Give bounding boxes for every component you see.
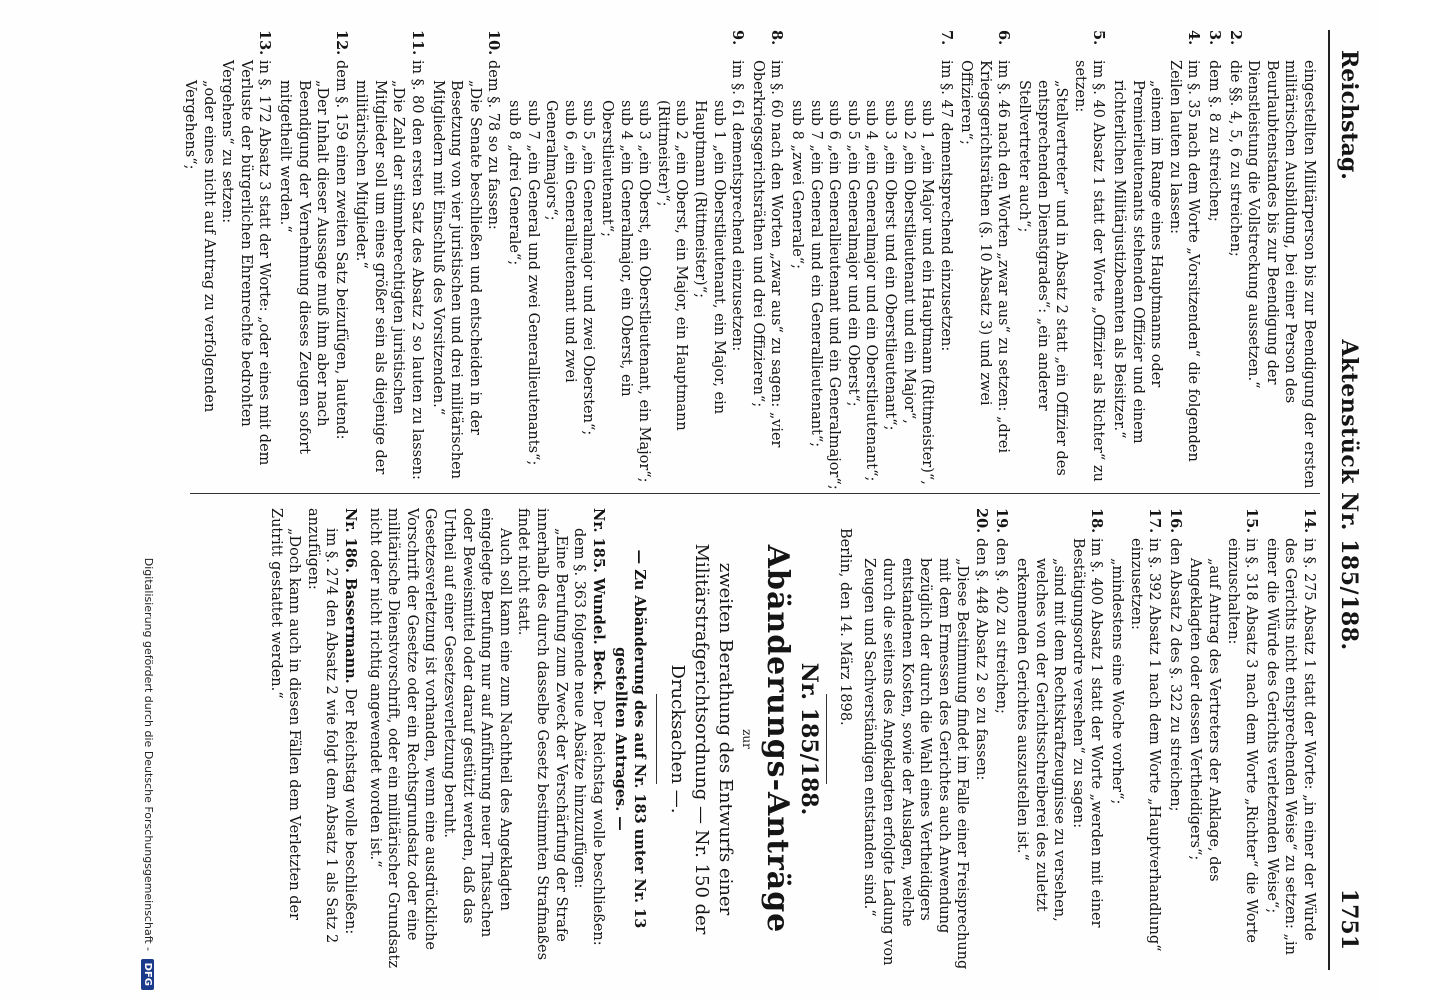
item-quote: „oder eines nicht auf Antrag zu verfolgenden Vergehens“; <box>181 80 217 413</box>
section-subtitle: zweiten Berathung des Entwurfs einer Militärstrafgerichtsordnung — Nr. 150 der Drucksachen —. <box>666 543 736 935</box>
section-zur: zur <box>739 729 754 749</box>
item-number: 17. <box>1146 508 1164 534</box>
sub-item: sub 1 „ein Oberstlieutenant, ein Major, ein Hauptmann (Rittmeister)“; <box>692 100 727 415</box>
item-quote: „einem im Range eines Hauptmanns oder Premierlieutenants stehenden Offizier und einem richterlichen Militärjustizbeamten als Beisitzer.“ <box>1111 80 1165 444</box>
item-text: im §. 60 nach den Worten „zwar aus“ zu sagen: „vier Oberkriegsgerichtsräthen und drei Offizieren“; <box>749 60 785 448</box>
item-number: 6. <box>995 30 1013 46</box>
page-header <box>1328 30 1372 970</box>
item-quote: „sind mit dem Rechtskraftzeugnisse zu versehen, welches von der Gerichtsschreiberei des zuletzt erkennenden Gerichtes auszustellen ist.“ <box>1014 558 1068 922</box>
digitization-text: Digitalisierung gefördert durch die Deutsche Forschungsgemeinschaft - <box>142 557 155 952</box>
item-quote: „Stellvertreter“ und in Absatz 2 statt „ein Offizier des entsprechenden Dienstgrades“: „ein anderer Stellvertreter auch“; <box>1016 80 1070 476</box>
item-text: in §. 172 Absatz 3 statt der Worte: „oder eines mit dem Verluste der bürgerlichen Ehrenrechte bedrohten Vergehens“ zu setzen: <box>219 60 273 466</box>
motion-185-intro: dem §. 363 folgende neue Absätze hinzuzufügen: <box>571 528 588 889</box>
list-item <box>1204 30 1223 492</box>
sub-item: sub 7 „ein General und zwei Generallieutenants“; <box>524 100 541 466</box>
sub-item: sub 3 „ein Oberst, ein Oberstlieutenant, ein Major“; <box>636 100 653 483</box>
list-item <box>275 30 349 492</box>
item-number: 10. <box>485 30 503 56</box>
motion-186-quote: „Doch kann auch in diesen Fällen dem Verletzten der Zutritt gestattet werden.“ <box>267 508 303 920</box>
list-item <box>1013 508 1106 970</box>
section-number: Nr. 185/188. <box>796 662 823 816</box>
sub-item: sub 8 „zwei Generale“; <box>788 100 805 270</box>
page-number: 1751 <box>1336 888 1362 950</box>
item-text: dem §. 159 einen zweiten Satz beizufügen, lautend: <box>332 60 349 440</box>
column-divider <box>190 493 1320 494</box>
item-number: 5. <box>1090 30 1108 46</box>
motion-186-intro: im §. 274 den Absatz 2 wie folgt dem Absatz 1 als Satz 2 anzufügen: <box>304 508 340 944</box>
item-number: 8. <box>768 30 786 46</box>
motion-185-quote-2: Auch soll kann eine zum Nachtheil des Angeklagten eingelegte Berufung nur auf Anführung neuer Thatsachen oder Beweismittel oder darauf gestützt werden, daß das Urtheil auf einer Gesetzesverletzung beruht. Gesetzesverletzung ist vorhanden, wenn eine ausdrückliche Vorschrift der Gesetze oder ein Rechtsgrundsatz oder eine militärische Dienstvorschrift, oder ein militärischer Grundsatz nicht oder nicht richtig angewendet worden ist.“ <box>366 508 513 969</box>
left-column <box>178 30 1318 492</box>
motion-186 <box>340 508 359 970</box>
section-title: Abänderungs-Anträge <box>759 544 795 934</box>
item-text: in §. 80 den ersten Satz des Absatz 2 so lauten zu lassen: <box>409 60 426 480</box>
item-number: 11. <box>409 30 427 56</box>
item-text: in §. 318 Absatz 3 nach dem Worte „Richter“ die Worte einzuschalten: <box>1224 538 1260 943</box>
item-text: im §. 47 dementsprechend einzusetzen: <box>937 60 954 352</box>
digitization-note <box>141 0 155 1000</box>
item-number: 18. <box>1088 508 1106 534</box>
item-text: im §. 35 nach dem Worte „Vorsitzenden“ die folgenden Zeilen lauten zu lassen: <box>1166 60 1202 462</box>
intro-paragraph: eingestellten Militärperson bis zur Beendigung der ersten militärischen Ausbildung, bei einer Person des Beurlaubtenstandes bis zur Beendigung der Dienstleistung die Vollstreckung aussetzen.“ <box>1245 60 1317 489</box>
sub-item: sub 8 „drei Generale“; <box>506 100 523 266</box>
item-quote: „Diese Bestimmung findet im Falle einer Freisprechung mit dem Ermessen des Gerichtes auch Anwendung bezüglich der durch die Wahl eines Vertheidigers entstandenen Kosten, sowie der Auslagen, welche durch die seitens des Angeklagten erfolgte Ladung von Zeugen und Sachverständigen entstanden sind.“ <box>861 558 971 970</box>
sub-item: sub 2 „ein Oberstlieutenant und ein Major“, <box>900 100 917 424</box>
motion-186-head: Nr. 186. Bassermann. <box>342 508 360 684</box>
list-item <box>787 30 954 492</box>
item-quote: „mindestens eine Woche vorher“; <box>1109 558 1126 805</box>
item-text: den Absatz 2 des §. 322 zu streichen; <box>1166 538 1183 812</box>
list-item <box>352 30 426 492</box>
list-item <box>748 30 785 492</box>
item-number: 2. <box>1226 30 1244 46</box>
item-quote: „Der Inhalt dieser Aussage muß ihm aber nach Beendigung der Vernehmung dieses Zeugen sofort mitgetheilt werden.“ <box>276 80 331 454</box>
list-item <box>1015 30 1108 492</box>
list-item <box>992 508 1011 970</box>
item-text: dem §. 8 zu streichen; <box>1206 60 1223 222</box>
motion-186-text: Der Reichstag wolle beschließen: <box>342 688 359 935</box>
header-title: Aktenstück Nr. 185/188. <box>1336 339 1362 651</box>
item-text: in §. 275 Absatz 1 statt der Worte: „in einer der Würde des Gerichts nicht entsprechenden Weise“ zu setzen: „in einer die Würde des Gerichts verletzenden Weise“; <box>1263 538 1317 955</box>
list-item <box>1109 30 1202 492</box>
item-number: 9. <box>729 30 747 46</box>
sub-item: sub 3 „ein Oberst und ein Oberstlieutenant“; <box>881 100 898 431</box>
item-quote: „auf Antrag des Vertreters der Anklage, des Angeklagten oder dessen Vertheidigers“; <box>1187 558 1223 882</box>
item-text: im §. 46 nach den Worten „zwar aus“ zu setzen: „drei Kriegsgerichtsräthen (§. 10 Absatz 3) und zwei Offizieren“; <box>958 60 1012 453</box>
section-rule <box>656 694 657 784</box>
item-number: 3. <box>1206 30 1224 46</box>
item-quote: „Die Senate beschließen und entscheiden in der Besetzung von vier juristischen und drei militärischen Mitgliedern mit Einschluß des Vorsitzenden.“ <box>429 80 483 479</box>
list-item <box>428 30 502 492</box>
sub-item: sub 7 „ein General und ein Generallieutenant“; <box>807 100 824 448</box>
item-number: 7. <box>937 30 955 46</box>
sub-item: sub 2 „ein Oberst, ein Major, ein Hauptmann (Rittmeister)“; <box>654 100 690 431</box>
sub-item: sub 6 „ein Generallieutenant und zwei Generalmajors“; <box>543 100 578 383</box>
dfg-logo: DFG <box>141 959 154 990</box>
item-number: 12. <box>332 30 350 56</box>
list-item <box>1225 30 1244 492</box>
sub-item: sub 4 „ein Generalmajor, ein Oberst, ein Oberstlieutenant“; <box>599 100 634 397</box>
item-text: im §. 61 dementsprechend einzusetzen: <box>729 60 746 352</box>
item-number: 20. <box>972 508 990 534</box>
sub-item: sub 4 „ein Generalmajor und ein Oberstlieutenant“; <box>863 100 880 482</box>
item-number: 15. <box>1243 508 1261 534</box>
item-number: 16. <box>1166 508 1184 534</box>
header-left: Reichstag. <box>1336 50 1362 180</box>
list-item <box>1107 508 1163 970</box>
item-number: 4. <box>1185 30 1203 46</box>
subheading: — Zu Abänderung des auf Nr. 183 unter Nr. 13 gestellten Antrages. — <box>612 549 648 929</box>
right-column <box>266 508 1318 970</box>
sub-item: sub 6 „ein Generallieutenant und ein Generalmajor“; <box>826 100 843 490</box>
sub-item: sub 5 „ein Generalmajor und ein Oberst“; <box>844 100 861 407</box>
item-number: 19. <box>993 508 1011 534</box>
item-text: in §. 392 Absatz 1 nach dem Worte „Hauptverhandlung“ einzusetzen: <box>1127 538 1163 952</box>
item-text: die §§. 4, 5, 6 zu streichen; <box>1226 60 1243 257</box>
item-text: im §. 400 Absatz 1 statt der Worte „werden mit einer Bestätigungsordre versehen“ zu sagen: <box>1069 538 1105 928</box>
item-number: 13. <box>256 30 274 56</box>
list-item <box>1262 508 1318 970</box>
item-text: dem §. 78 so zu fassen: <box>485 60 502 230</box>
item-text: den §. 448 Absatz 2 so zu fassen: <box>972 538 989 781</box>
list-item <box>504 30 746 492</box>
item-number: 14. <box>1301 508 1318 534</box>
date-line: Berlin, den 14. März 1898. <box>836 528 853 726</box>
sub-item: sub 5 „ein Generalmajor und zwei Obersten“; <box>580 100 597 436</box>
list-item <box>1186 508 1260 970</box>
list-item <box>180 30 273 492</box>
list-item <box>1165 508 1184 970</box>
motion-185-quote-1: „Eine Berufung zum Zweck der Verschärfung der Strafe innerhalb des durch dasselbe Gesetz bestimmten Strafmaßes findet nicht statt. <box>515 508 569 961</box>
item-text: den §. 402 zu streichen; <box>993 538 1010 714</box>
list-item <box>860 508 990 970</box>
list-item <box>957 30 1013 492</box>
item-text: im §. 40 Absatz 1 statt der Worte „Offizier als Richter“ zu setzen: <box>1071 60 1107 482</box>
motion-185 <box>588 508 607 970</box>
section-rule <box>826 694 827 784</box>
sub-item: sub 1 „ein Major und ein Hauptmann (Rittmeister)“, <box>919 100 936 485</box>
motion-185-head: Nr. 185. Wundel. Beck. <box>589 508 607 696</box>
item-quote: „Die Zahl der stimmberechtigten juristischen Mitglieder soll um eines größer sein als diejenige der militärischen Mitglieder.“ <box>353 80 407 475</box>
motion-185-text: Der Reichstag wolle beschließen: <box>589 699 606 946</box>
